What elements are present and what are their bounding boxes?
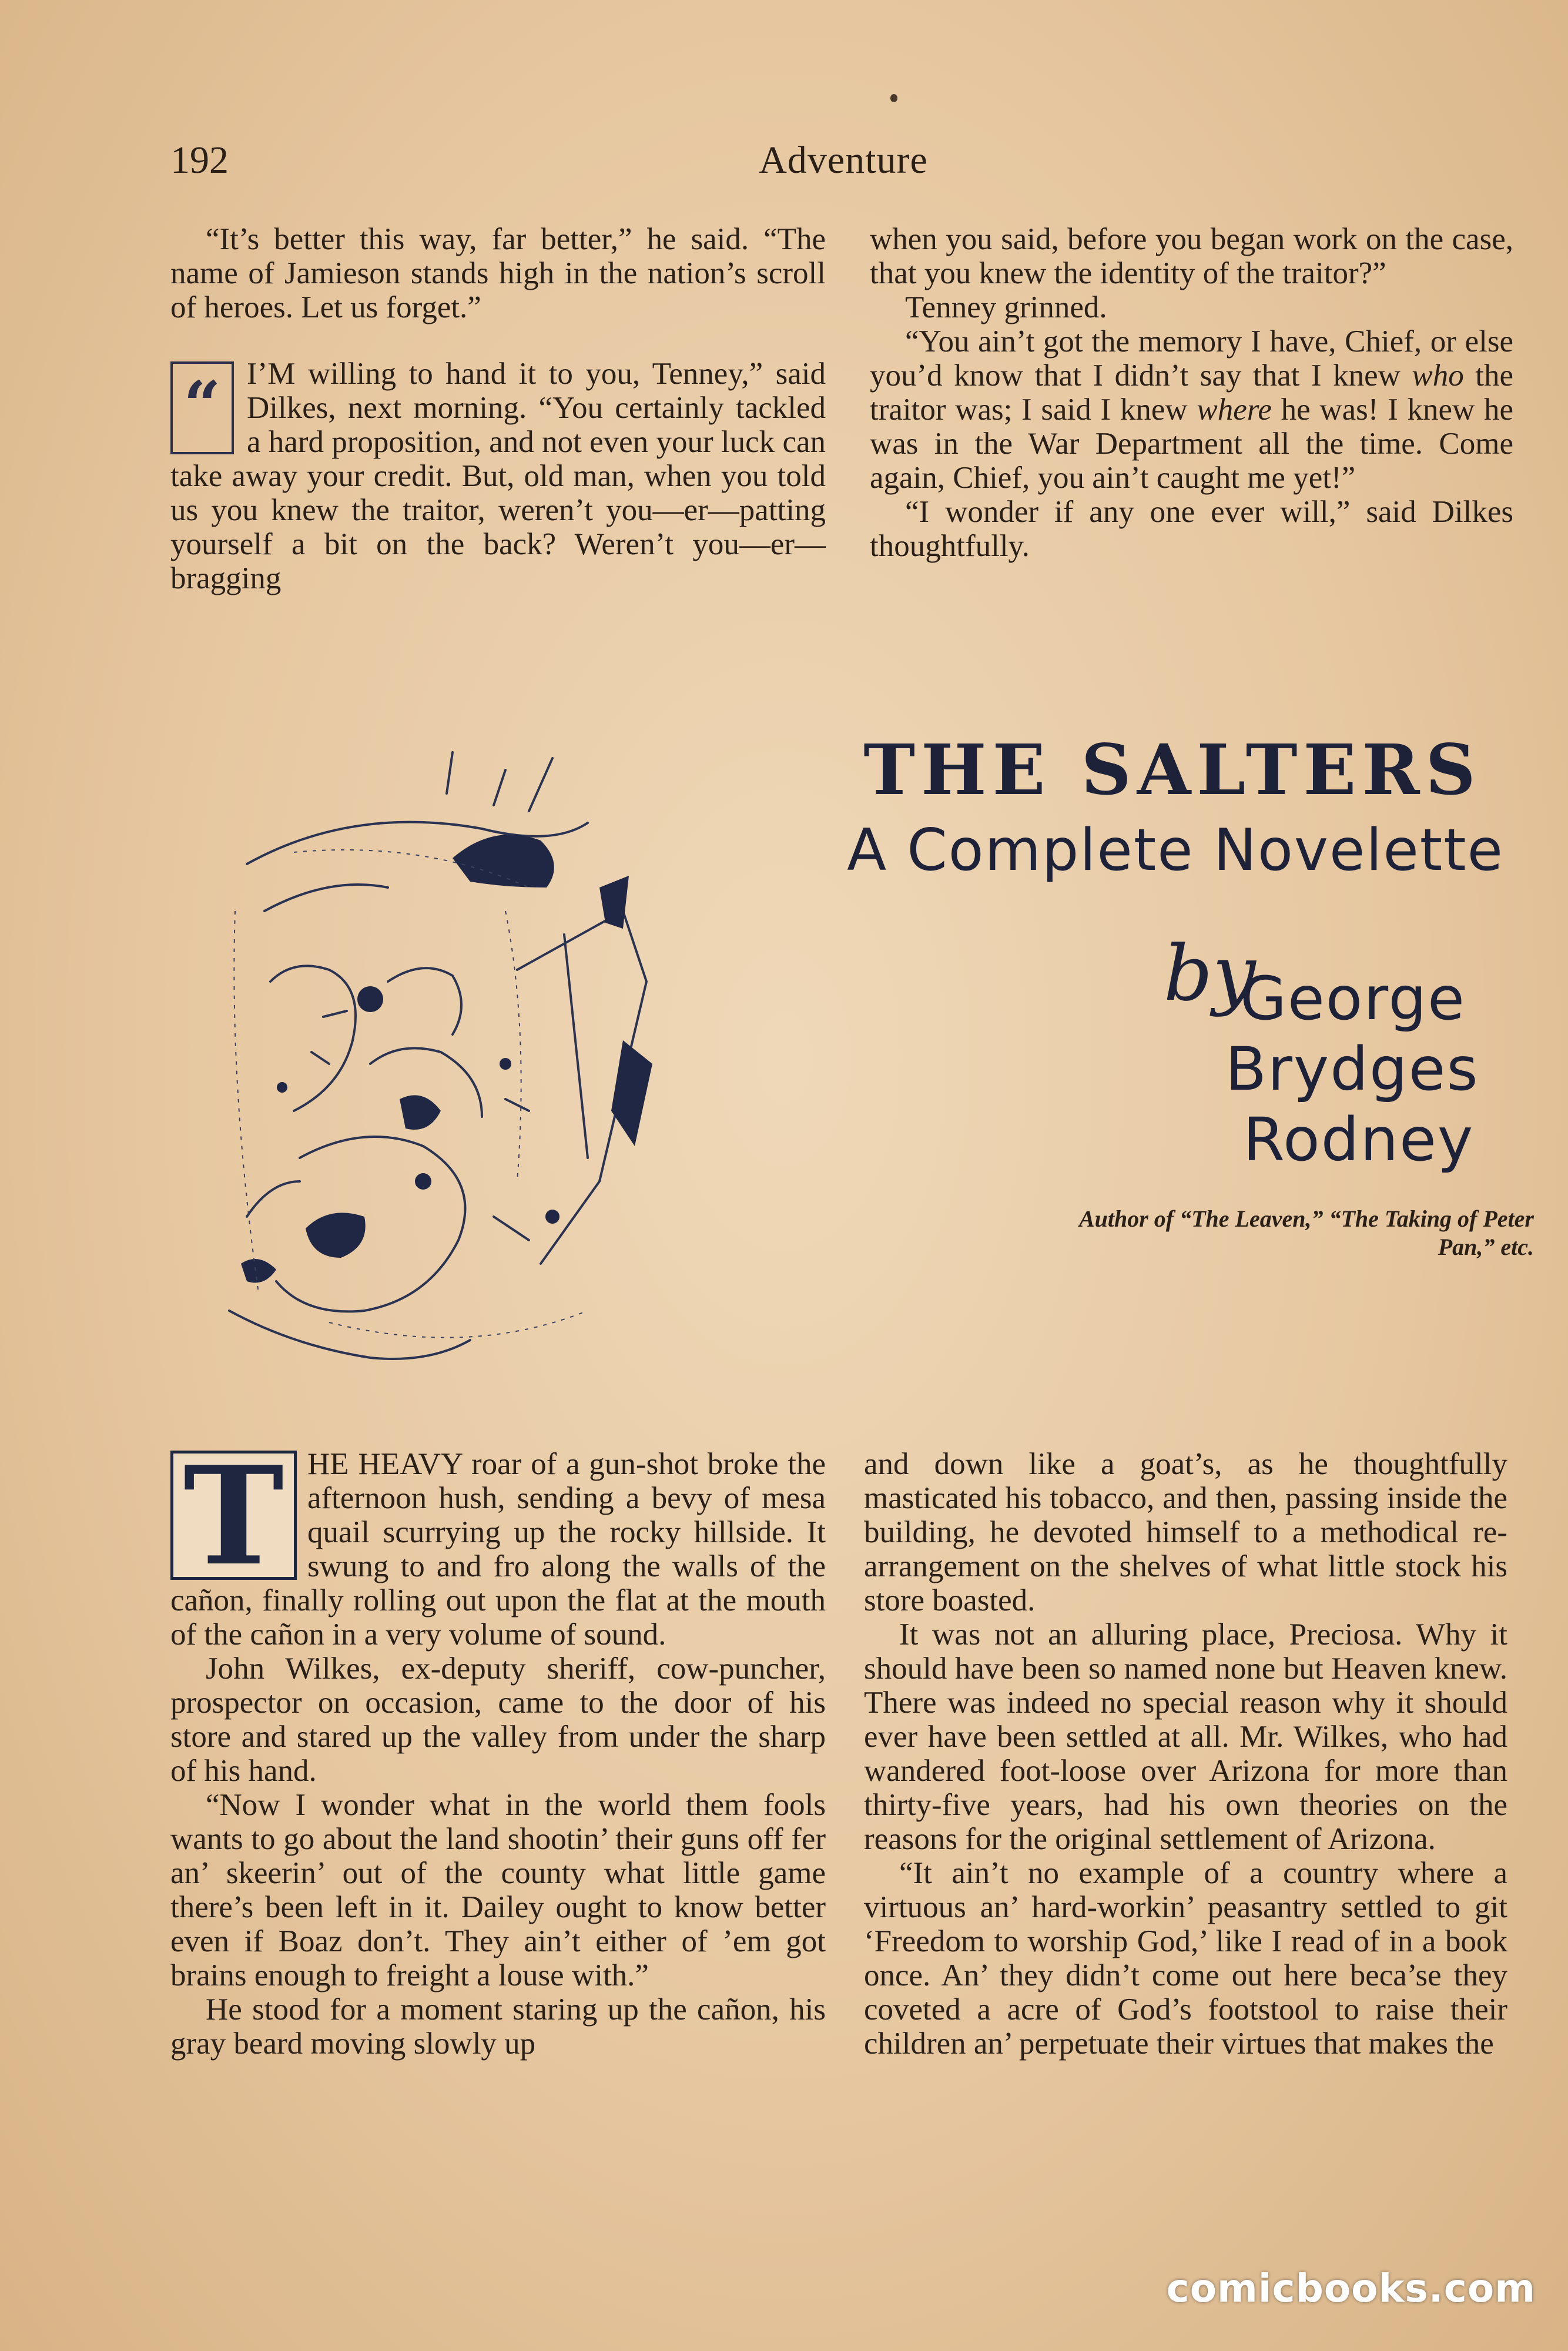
paragraph: “I wonder if any one ever will,” said Dilkes thoughtfully. bbox=[870, 495, 1513, 563]
paragraph: “You ain’t got the memory I have, Chief, or else you’d know that I didn’t say that I knew who the traitor was; I said I knew where he was! I knew he was in the War Department all the time. Come again, Chief, you ain’t caught me yet!” bbox=[870, 324, 1513, 495]
author-first-name: George bbox=[1240, 964, 1466, 1034]
previous-story-left-column bbox=[170, 222, 826, 595]
paragraph: and down like a goat’s, as he thoughtfully masticated his tobacco, and then, passing inside the building, he devoted himself to a methodical re-arrangement on the shelves of what little stock his store boasted. bbox=[864, 1447, 1507, 1617]
byline-by: by bbox=[1164, 929, 1256, 1018]
page-header bbox=[170, 138, 1516, 191]
paragraph: Tenney grinned. bbox=[905, 290, 1107, 324]
paragraph: John Wilkes, ex-deputy sheriff, cow-puncher, prospector on occasion, came to the door of his store and stared up the valley from under the sharp of his hand. bbox=[170, 1652, 826, 1788]
paragraph: “Now I wonder what in the world them fools wants to go about the land shootin’ their guns off fer an’ skeerin’ out of the county what little game there’s been left in it. Dailey ought to know better even if Boaz don’t. They ain’t either of ’em got brains enough to freight a louse with.” bbox=[170, 1788, 826, 1992]
magazine-title: Adventure bbox=[759, 139, 928, 182]
story-left-column bbox=[170, 1437, 826, 2061]
story-title: THE SALTERS bbox=[863, 729, 1482, 811]
paragraph: when you said, before you began work on the case, that you knew the identity of the traitor?” bbox=[870, 222, 1513, 290]
opening-paragraph: T HE HEAVY roar of a gun-shot broke the afternoon hush, sending a bevy of mesa quail scurrying up the rocky hillside. It swung to and fro along the walls of the cañon, finally rolling out upon the flat at the mouth of the cañon in a very volume of sound. bbox=[170, 1437, 826, 1652]
previous-story-right-column bbox=[870, 222, 1513, 563]
paragraph: “It’s better this way, far better,” he said. “The name of Jamieson stands high in the nation’s scroll of heroes. Let us forget.” bbox=[170, 222, 826, 324]
author-middle-name: Brydges bbox=[1225, 1034, 1479, 1104]
ink-dot bbox=[890, 94, 897, 102]
drop-cap: T bbox=[170, 1451, 297, 1580]
paragraph: He stood for a moment staring up the cañon, his gray beard moving slowly up bbox=[170, 1992, 826, 2061]
pen-ink-illustration bbox=[176, 735, 705, 1393]
paragraph: “It ain’t no example of a country where a virtuous an’ hard-workin’ peasantry settled to git ‘Freedom to worship God,’ like I read of in a book once. An’ they didn’t come out here beca’se they coveted a acre of God’s footstool to raise their children an’ perpetuate their virtues that makes the bbox=[864, 1856, 1507, 2061]
author-credits: Author of “The Leaven,” “The Taking of Peter Pan,” etc. bbox=[1078, 1205, 1534, 1260]
paragraph: It was not an alluring place, Preciosa. Why it should have been so named none but Heaven knew. There was indeed no special reason why it should ever have been settled at all. Mr. Wilkes, who had wandered foot-loose over Arizona for more than thirty-five years, had his own theories on the reasons for the original settlement of Arizona. bbox=[864, 1617, 1507, 1856]
story-subtitle: A Complete Novelette bbox=[847, 817, 1504, 884]
paragraph: “ I’M willing to hand it to you, Tenney,” said Dilkes, next morning. “You certainly tackled a hard proposition, and not even your luck can take away your credit. But, old man, when you told us you knew the traitor, weren’t you—er—patting yourself a bit on the back? Weren’t you—er—bragging bbox=[170, 357, 826, 595]
story-right-column bbox=[864, 1447, 1507, 2061]
site-watermark: comicbooks.com bbox=[1166, 2266, 1536, 2311]
author-last-name: Rodney bbox=[1243, 1105, 1475, 1175]
decorative-drop-cap: “ bbox=[170, 361, 234, 454]
page-number: 192 bbox=[170, 139, 229, 182]
